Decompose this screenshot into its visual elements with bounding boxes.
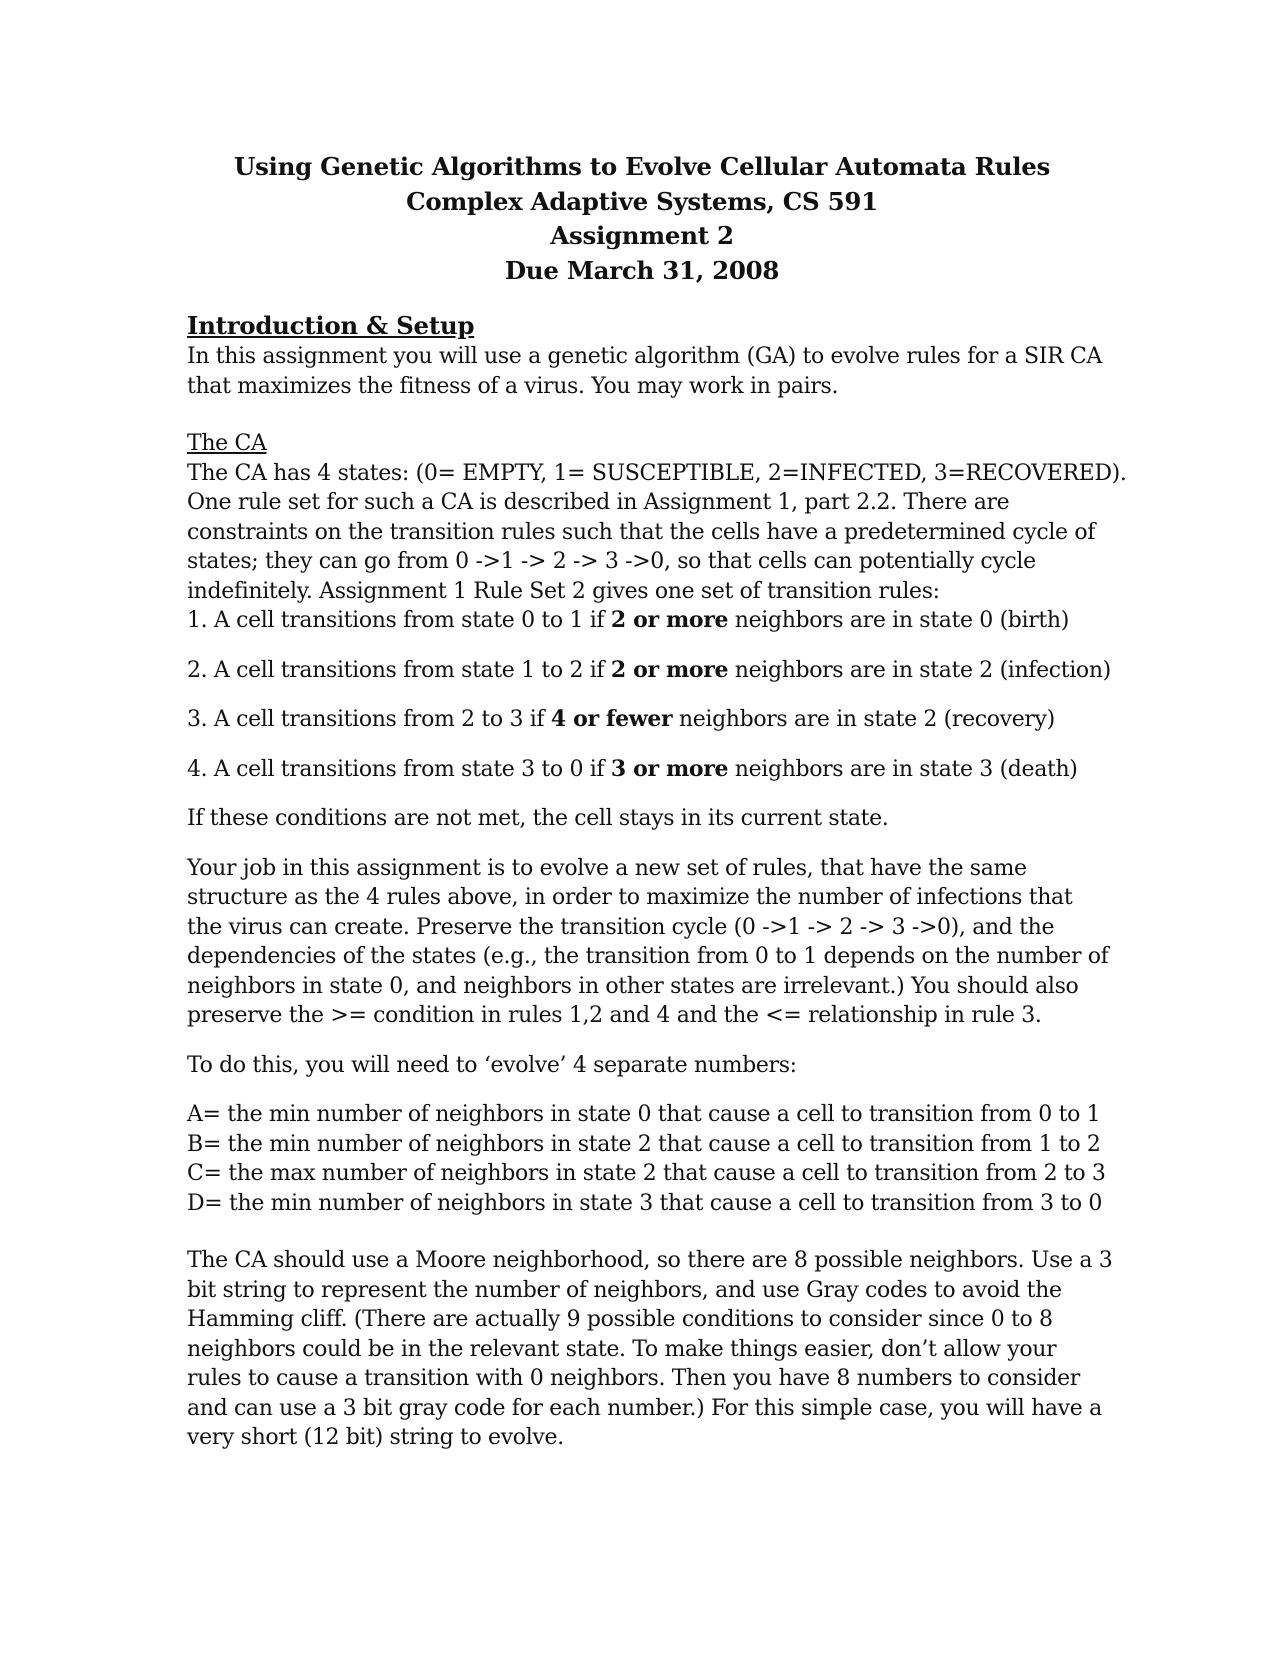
moore-line: The CA should use a Moore neighborhood, so there are 8 possible neighbors. Use a 3 [187, 1248, 1113, 1273]
title-line-3: Assignment 2 [550, 221, 734, 250]
ca-line: states; they can go from 0 ->1 -> 2 -> 3 ->0, so that cells can potentially cycle [187, 549, 1036, 574]
rule-text: 1. A cell transitions from state 0 to 1 if [187, 608, 611, 633]
intro-line: that maximizes the fitness of a virus. You may work in pairs. [187, 373, 839, 399]
rule-text: 2. A cell transitions from state 1 to 2 if [187, 657, 611, 683]
number-definition: C= the max number of neighbors in state 2 that cause a cell to transition from 2 to 3 [187, 1161, 1106, 1186]
numbers-list [187, 1100, 1106, 1218]
intro-line: In this assignment you will use a genetic algorithm (GA) to evolve rules for a SIR CA [187, 344, 1102, 369]
rule-text: neighbors are in state 2 (infection) [728, 657, 1111, 683]
document-title [187, 150, 1097, 288]
rule-threshold: 3 or more [610, 755, 729, 782]
ca-line: The CA has 4 states: (0= EMPTY, 1= SUSCEPTIBLE, 2=INFECTED, 3=RECOVERED). [187, 460, 1127, 486]
moore-line: neighbors could be in the relevant state. To make things easier, don’t allow your [187, 1336, 1057, 1362]
rule-text: 3. A cell transitions from 2 to 3 if [187, 707, 551, 732]
rule-text: 4. A cell transitions from state 3 to 0 if [187, 756, 611, 782]
ca-subheading: The CA [187, 431, 267, 456]
ca-line: One rule set for such a CA is described in Assignment 1, part 2.2. There are [187, 490, 1010, 515]
moore-line: very short (12 bit) string to evolve. [187, 1425, 564, 1450]
rule-threshold: 4 or fewer [550, 706, 673, 732]
intro-paragraph [187, 342, 1102, 401]
rule-text: neighbors are in state 3 (death) [728, 756, 1078, 782]
ca-line: constraints on the transition rules such that the cells have a predetermined cycle of [187, 519, 1096, 545]
title-line-1: Using Genetic Algorithms to Evolve Cellular Automata Rules [234, 152, 1050, 181]
title-line-2: Complex Adaptive Systems, CS 591 [406, 186, 878, 216]
rule-3 [187, 705, 1097, 735]
rule-threshold: 2 or more [610, 607, 729, 633]
rule-4 [187, 755, 1097, 785]
rule-text: neighbors are in state 2 (recovery) [672, 707, 1055, 732]
number-definition: B= the min number of neighbors in state 2 that cause a cell to transition from 1 to 2 [187, 1131, 1101, 1157]
job-line: the virus can create. Preserve the transition cycle (0 ->1 -> 2 -> 3 ->0), and the [187, 914, 1055, 940]
otherwise-text: If these conditions are not met, the cell stays in its current state. [187, 806, 889, 831]
moore-line: and can use a 3 bit gray code for each number.) For this simple case, you will have a [187, 1395, 1102, 1421]
moore-line: bit string to represent the number of neighbors, and use Gray codes to avoid the [187, 1277, 1062, 1303]
rule-text: neighbors are in state 0 (birth) [728, 608, 1069, 633]
rule-1 [187, 606, 1097, 636]
job-line: structure as the 4 rules above, in order to maximize the number of infections that [187, 885, 1073, 910]
ca-line: indefinitely. Assignment 1 Rule Set 2 gives one set of transition rules: [187, 578, 940, 604]
evolve-intro: To do this, you will need to ‘evolve’ 4 separate numbers: [187, 1052, 797, 1078]
ca-paragraph [187, 459, 1127, 607]
moore-paragraph [187, 1246, 1113, 1453]
intro-heading: Introduction & Setup [187, 311, 475, 340]
number-definition: A= the min number of neighbors in state 0 that cause a cell to transition from 0 to 1 [187, 1102, 1101, 1127]
number-definition: D= the min number of neighbors in state 3 that cause a cell to transition from 3 to 0 [187, 1190, 1103, 1216]
moore-line: Hamming cliff. (There are actually 9 possible conditions to consider since 0 to 8 [187, 1307, 1053, 1332]
document-page [187, 150, 1127, 1453]
moore-line: rules to cause a transition with 0 neighbors. Then you have 8 numbers to consider [187, 1366, 1080, 1391]
rule-threshold: 2 or more [610, 656, 729, 683]
job-line: preserve the >= condition in rules 1,2 and 4 and the <= relationship in rule 3. [187, 1003, 1042, 1028]
job-line: neighbors in state 0, and neighbors in other states are irrelevant.) You should also [187, 973, 1079, 999]
job-line: dependencies of the states (e.g., the transition from 0 to 1 depends on the number of [187, 944, 1109, 969]
job-paragraph [187, 854, 1109, 1031]
rule-2 [187, 656, 1111, 686]
title-line-4: Due March 31, 2008 [504, 255, 780, 285]
job-line: Your job in this assignment is to evolve a new set of rules, that have the same [187, 855, 1027, 881]
